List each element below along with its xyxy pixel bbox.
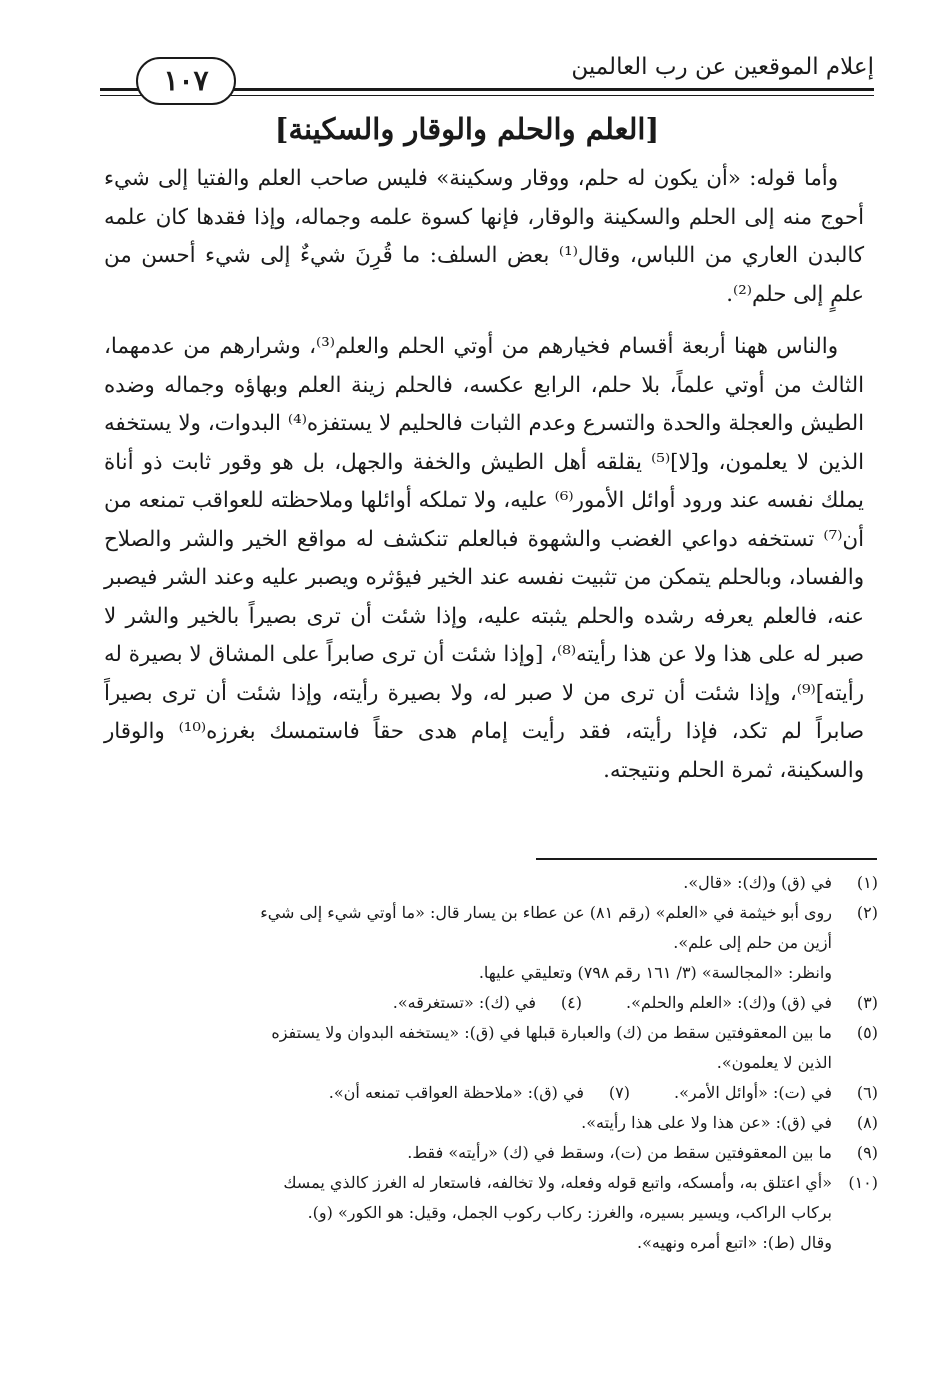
footnotes [104, 868, 878, 1258]
footnote-1 [104, 868, 878, 898]
footnote-row-3-4 [104, 988, 878, 1018]
footnote-number: (٩) [856, 1143, 878, 1162]
footnote-number: (١٠) [848, 1173, 878, 1192]
footnote-8 [104, 1108, 878, 1138]
footnote-number: (٧) [608, 1083, 630, 1102]
footnote-number: (٦) [856, 1083, 878, 1102]
footnote-text: ما بين المعقوفتين سقط من (ت)، وسقط في (ك) «رأيته» فقط. [407, 1143, 832, 1162]
footnote-7 [329, 1078, 630, 1108]
footnote-divider [536, 858, 877, 860]
footnote-number: (٨) [856, 1113, 878, 1132]
paragraph-2: والناس ههنا أربعة أقسام فخيارهم من أوتي الحلم والعلم⁽³⁾، وشرارهم من عدمهما، الثالث من أوتي علماً، بلا حلم، الرابع عكسه، فالحلم زينة العلم وبهاؤه وجماله وضده الطيش والعجلة والحدة والتسرع وعدم الثبات فالحليم لا يستفزه⁽⁴⁾ البدوات، ولا يستخفه الذين لا يعلمون، و[لا]⁽⁵⁾ يقلقه أهل الطيش والخفة والجهل، بل هو وقور ثابت ذو أناة يملك نفسه عند ورود أوائل الأمور⁽⁶⁾ عليه، ولا تملكه أوائلها وملاحظته للعواقب تمنعه من أن⁽⁷⁾ تستخفه دواعي الغضب والشهوة فبالعلم تنكشف له مواقع الخير والشر والصلاح والفساد، وبالحلم يتمكن من تثبيت نفسه عند الخير فيؤثره ويصبر عليه وعند الشر فيصبر عنه، فالعلم يعرفه رشده والحلم يثبته عليه، وإذا شئت أن ترى بصيراً بالخير والشر لا صبر له على هذا ولا عن هذا رأيته⁽⁸⁾، [وإذا شئت أن ترى صابراً على المشاق لا بصيرة له رأيته]⁽⁹⁾، وإذا شئت أن ترى من لا صبر له، ولا بصيرة رأيته، وإذا شئت أن ترى بصيراً صابراً لم تكد، فإذا رأيته، فقد رأيت إمام هدى حقاً فاستمسك بغرزه⁽¹⁰⁾ والوقار والسكينة، ثمرة الحلم ونتيجته. [104, 334, 864, 783]
footnote-text: الذين لا يعلمون». [716, 1053, 832, 1072]
footnote-text: «أي اعتلق به، وأمسكه، واتبع قوله وفعله، ولا تخالفه، فاستعار له الغرز كالذي يمسك [283, 1173, 832, 1192]
footnote-text: في (ت): «أوائل الأمر». [674, 1083, 832, 1102]
footnote-text: أزين من حلم إلى علم». [673, 933, 832, 952]
footnote-6 [674, 1078, 878, 1108]
footnote-text: ما بين المعقوفتين سقط من (ك) والعبارة قبلها في (ق): «يستخفه البدوان ولا يستفزه [271, 1023, 832, 1042]
footnote-text: وانظر: «المجالسة» (٣/ ١٦١ رقم ٧٩٨) وتعليقي عليها. [478, 963, 832, 982]
footnote-number: (٣) [856, 993, 878, 1012]
page-number: ١٠٧ [136, 57, 236, 105]
running-title: إعلام الموقعين عن رب العالمين [571, 54, 874, 80]
footnote-text: في (ق) و(ك): «قال». [683, 873, 832, 892]
footnote-text: في (ق) و(ك): «العلم والحلم». [626, 993, 832, 1012]
footnote-9 [104, 1138, 878, 1168]
footnote-4 [393, 988, 582, 1018]
footnote-number: (٢) [856, 903, 878, 922]
footnote-row-6-7 [104, 1078, 878, 1108]
footnote-10 [104, 1168, 878, 1258]
footnote-text: في (ك): «تستغرقه». [392, 993, 537, 1012]
paragraph-1: وأما قوله: «أن يكون له حلم، ووقار وسكينة» فليس صاحب العلم والفتيا إلى شيء أحوج منه إلى الحلم والسكينة والوقار، فإنها كسوة علمه وجماله، وإذا فقدها كان علمه كالبدن العاري من اللباس، وقال⁽¹⁾ بعض السلف: ما قُرِنَ شيءٌ إلى شيء أحسن من علمٍ إلى حلم⁽²⁾. [104, 166, 864, 307]
footnote-number: (١) [856, 873, 878, 892]
footnote-text: في (ق): «عن هذا ولا على هذا رأيته». [581, 1113, 832, 1132]
footnote-text: بركاب الراكب، ويسير بسيره، والغرز: ركاب ركوب الجمل، وقيل: هو الكور» (و). [307, 1203, 832, 1222]
footnote-3 [626, 988, 878, 1018]
footnote-5 [104, 1018, 878, 1078]
footnote-2 [104, 898, 878, 988]
footnote-text: روى أبو خيثمة في «العلم» (رقم ٨١) عن عطاء بن يسار قال: «ما أوتي شيء إلى شيء [260, 903, 832, 922]
footnote-number: (٥) [856, 1023, 878, 1042]
main-text [104, 160, 864, 790]
footnote-text: وقال (ط): «اتبع أمره ونهيه». [637, 1233, 832, 1252]
footnote-text: في (ق): «ملاحظة العواقب تمنعه أن». [328, 1083, 584, 1102]
section-heading: [العلم والحلم والوقار والسكينة] [274, 112, 660, 146]
footnote-number: (٤) [560, 993, 583, 1012]
